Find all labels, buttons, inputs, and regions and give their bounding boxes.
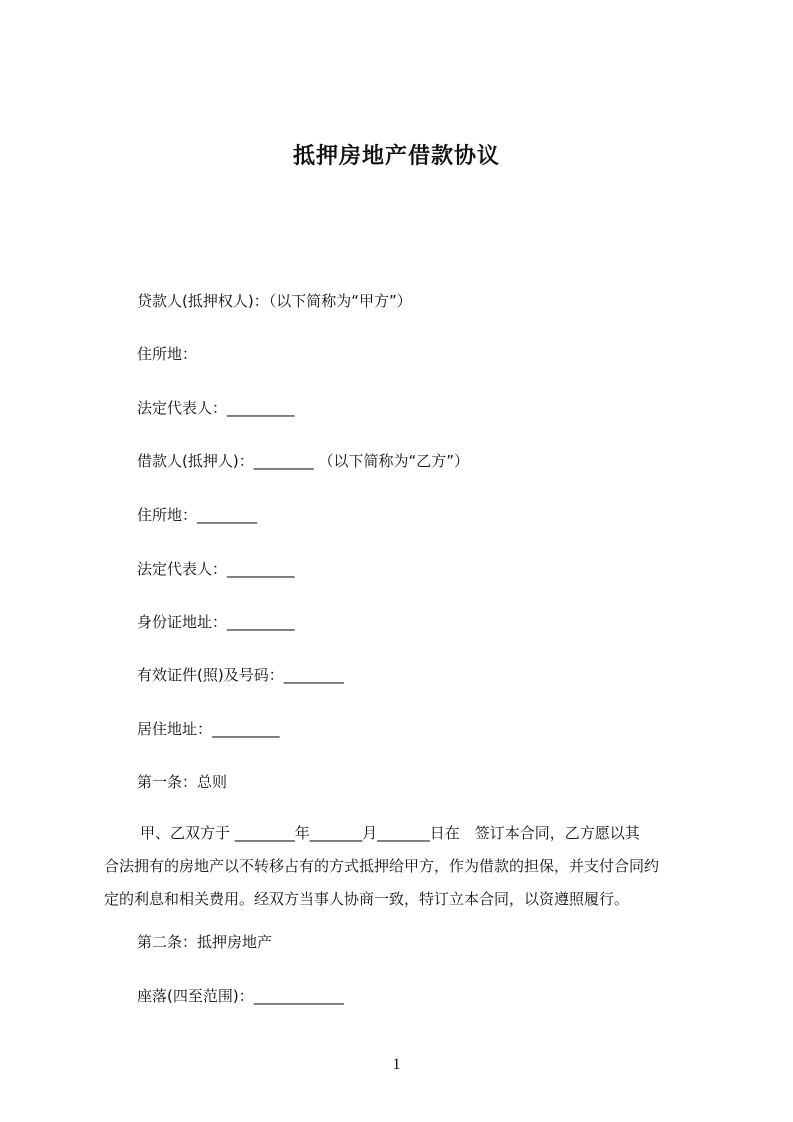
article-one-paragraph: [104, 817, 700, 916]
lender-address-line: 住所地：: [137, 345, 198, 363]
paragraph-line: 甲、乙双方于 ________年_______月_______日在 签订本合同，乙方愿以其: [140, 824, 640, 842]
article-two-heading: 第二条：抵押房地产: [137, 933, 273, 951]
lender-legal-rep-line: 法定代表人：_________: [137, 399, 295, 417]
residential-address-line: 居住地址：_________: [137, 720, 280, 738]
location-line: 座落(四至范围)：____________: [137, 987, 344, 1005]
page-number: 1: [392, 1056, 401, 1073]
article-one-heading: 第一条：总则: [137, 773, 228, 791]
lender-line: 贷款人(抵押权人)：（以下简称为“甲方”）: [137, 292, 412, 310]
valid-id-line: 有效证件(照)及号码：________: [137, 666, 344, 684]
document-title: 抵押房地产借款协议: [292, 144, 500, 169]
paragraph-line: 合法拥有的房地产以不转移占有的方式抵押给甲方，作为借款的担保，并支付合同约: [104, 857, 660, 875]
paragraph-line: 定的利息和相关费用。经双方当事人协商一致，特订立本合同，以资遵照履行。: [104, 890, 630, 908]
borrower-address-line: 住所地：________: [137, 506, 258, 524]
borrower-line: 借款人(抵押人)：________ （以下简称为“乙方”）: [137, 452, 470, 470]
borrower-legal-rep-line: 法定代表人：_________: [137, 560, 295, 578]
id-address-line: 身份证地址：_________: [137, 613, 295, 631]
